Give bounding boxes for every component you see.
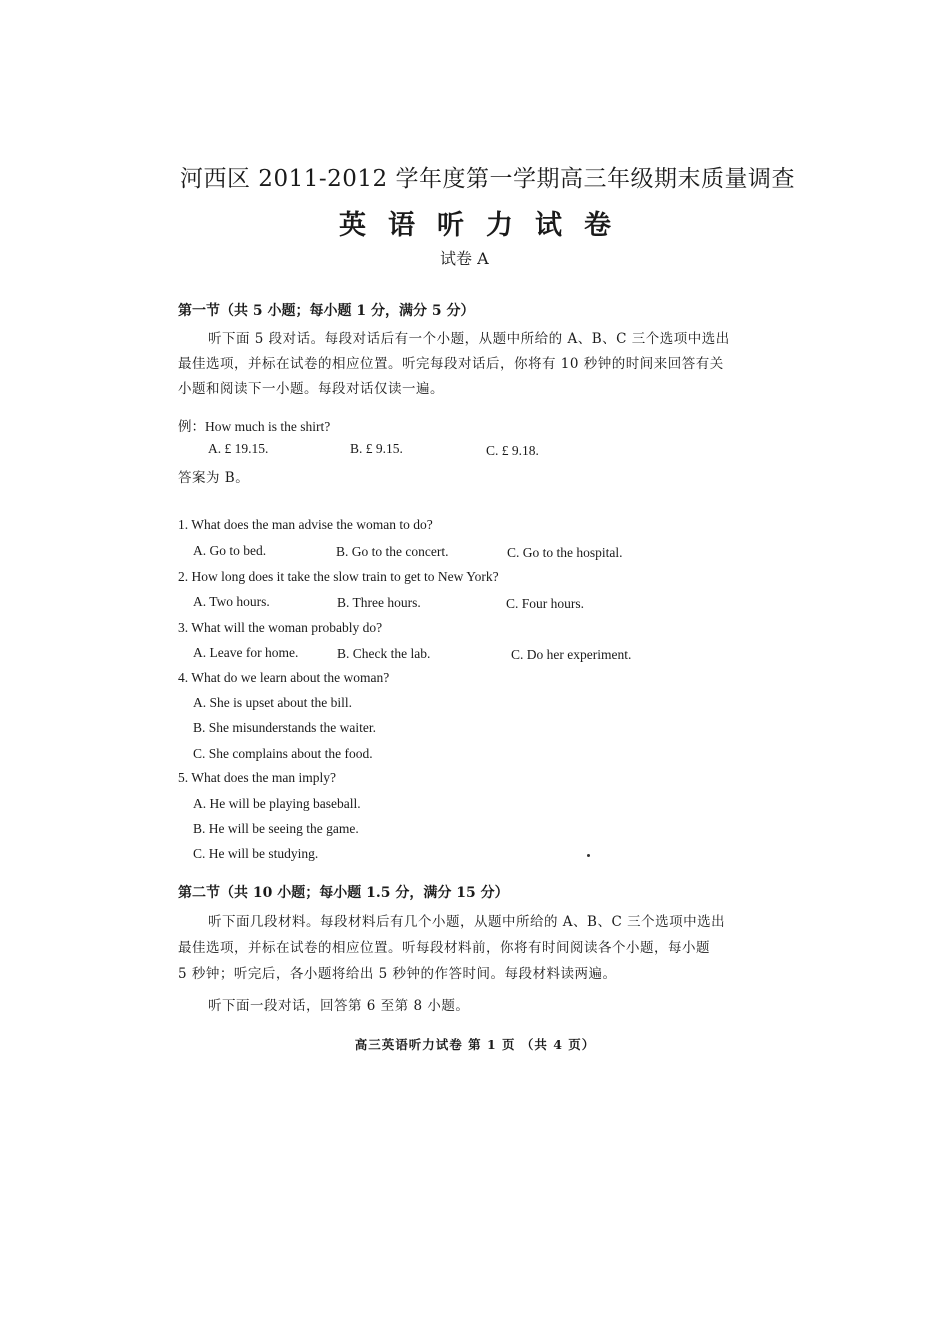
section2-instruction-line3: 5 秒钟；听完后，各小题将给出 5 秒钟的作答时间。每段材料读两遍。 xyxy=(178,966,617,982)
question-1-option-b: B. Go to the concert. xyxy=(336,544,449,559)
question-2-option-a: A. Two hours. xyxy=(193,594,270,609)
scan-speck xyxy=(587,854,590,857)
section1-instruction-line2: 最佳选项，并标在试卷的相应位置。听完每段对话后，你将有 10 秒钟的时间来回答有关 xyxy=(178,356,724,372)
paper-label: 试卷 A xyxy=(440,249,489,268)
exam-title: 河西区 2011-2012 学年度第一学期高三年级期末质量调查 xyxy=(180,166,795,192)
page-footer: 高三英语听力试卷 第 1 页 （共 4 页） xyxy=(354,1037,596,1052)
question-2: 2. How long does it take the slow train to get to New York? xyxy=(178,569,499,584)
question-5-option-b: B. He will be seeing the game. xyxy=(193,821,359,836)
question-3-option-c: C. Do her experiment. xyxy=(511,647,632,662)
section2-instruction-line1: 听下面几段材料。每段材料后有几个小题，从题中所给的 A、B、C 三个选项中选出 xyxy=(208,914,726,930)
question-5-option-a: A. He will be playing baseball. xyxy=(193,796,361,811)
section2-heading: 第二节（共 10 小题；每小题 1.5 分，满分 15 分） xyxy=(178,885,509,901)
example-answer: 答案为 B。 xyxy=(178,470,250,486)
section2-prompt: 听下面一段对话，回答第 6 至第 8 小题。 xyxy=(208,998,470,1014)
question-5-option-c: C. He will be studying. xyxy=(193,846,319,861)
exam-subtitle: 英语听力试卷 xyxy=(339,210,633,241)
question-3-option-a: A. Leave for home. xyxy=(193,645,299,660)
example-option-c: C. £ 9.18. xyxy=(486,443,539,458)
section1-heading: 第一节（共 5 小题；每小题 1 分，满分 5 分） xyxy=(178,303,475,319)
question-4-option-c: C. She complains about the food. xyxy=(193,746,373,761)
section1-instruction-line1: 听下面 5 段对话。每段对话后有一个小题，从题中所给的 A、B、C 三个选项中选出 xyxy=(208,331,730,347)
question-1-option-c: C. Go to the hospital. xyxy=(507,545,623,560)
question-3-option-b: B. Check the lab. xyxy=(337,646,431,661)
question-5: 5. What does the man imply? xyxy=(178,770,336,785)
question-4-option-b: B. She misunderstands the waiter. xyxy=(193,720,376,735)
example-option-b: B. £ 9.15. xyxy=(350,441,403,456)
example-question: 例：How much is the shirt? xyxy=(178,419,331,434)
question-4-option-a: A. She is upset about the bill. xyxy=(193,695,352,710)
question-1: 1. What does the man advise the woman to do? xyxy=(178,517,433,532)
question-2-option-b: B. Three hours. xyxy=(337,595,421,610)
section2-instruction-line2: 最佳选项，并标在试卷的相应位置。听每段材料前，你将有时间阅读各个小题，每小题 xyxy=(178,940,710,956)
example-option-a: A. £ 19.15. xyxy=(208,441,269,456)
section1-instruction-line3: 小题和阅读下一小题。每段对话仅读一遍。 xyxy=(178,381,444,397)
question-4: 4. What do we learn about the woman? xyxy=(178,670,390,685)
question-3: 3. What will the woman probably do? xyxy=(178,620,383,635)
question-1-option-a: A. Go to bed. xyxy=(193,543,267,558)
question-2-option-c: C. Four hours. xyxy=(506,596,585,611)
